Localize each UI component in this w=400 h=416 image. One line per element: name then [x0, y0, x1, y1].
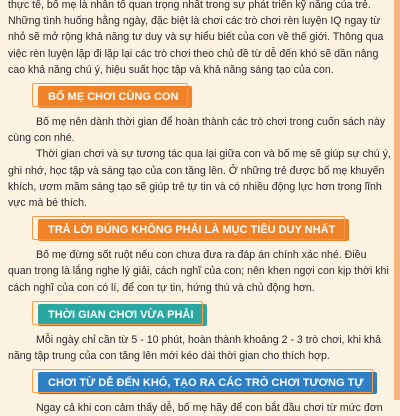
section-paragraph: Bố mẹ đừng sốt ruột nếu con chưa đưa ra đáp án chính xác nhé. Điều quan trọng là lắng nghe lý giải, cách nghĩ của con; nên khen ngợi con kịp thời khi cách nghĩ của con có lí, để con tự tin, hứng thú và chủ động hơn. — [8, 249, 389, 294]
section-paragraph: Ngay cả khi con cảm thấy dễ, bố mẹ hãy để con bắt đầu chơi từ mức đơn — [36, 402, 383, 415]
section-heading-play-time: THỜI GIAN CHƠI VỪA PHẢI — [38, 304, 207, 326]
section-paragraph: Thời gian chơi và sự tương tác qua lại giữa con và bố mẹ sẽ giúp sự chú ý, ghi nhớ, học tập và sáng tạo của con tăng lên. Ở những trẻ được bố mẹ khuyến khích, ươm mầm sáng tạo sẽ giúp trẻ tự tin và có nhiều động lực hơn trong lĩnh vực mà bé thích. — [8, 148, 391, 210]
section-heading-correct-answer: TRẢ LỜI ĐÚNG KHÔNG PHẢI LÀ MỤC TIÊU DUY NHẤT — [38, 219, 349, 241]
page-content — [8, 0, 392, 416]
intro-line: thực tế, bố mẹ là nhân tố quan trọng nhất trong sự phát triển kỹ năng của trẻ. — [8, 0, 371, 11]
section-heading-easy-to-hard: CHƠI TỪ DỄ ĐẾN KHÓ, TẠO RA CÁC TRÒ CHƠI TƯƠNG TỰ — [38, 372, 377, 394]
section-paragraph: Mỗi ngày chỉ cần từ 5 - 10 phút, hoàn thành khoảng 2 - 3 trò chơi, khi khả năng tập trung của con tăng lên mới kéo dài thời gian cho thích hợp. — [8, 333, 382, 363]
section-heading-play-together: BỐ MẸ CHƠI CÙNG CON — [38, 86, 192, 108]
intro-paragraph: Những tình huống hằng ngày, đặc biệt là chơi các trò chơi rèn luyện IQ ngay từ nhỏ sẽ mở rộng khả năng tư duy và sự hiểu biết của con về thế giới. Thông qua việc rèn luyện lặp đi lặp lại các trò chơi theo chủ đề từ dễ đến khó sẽ dần nâng cao khả năng chú ý, hiệu suất học tập và khả năng sáng tạo của con. — [8, 15, 384, 76]
page-edge-decoration — [394, 0, 400, 400]
section-paragraph: Bố mẹ nên dành thời gian để hoàn thành các trò chơi trong cuốn sách này cùng con nhé. — [8, 116, 386, 145]
